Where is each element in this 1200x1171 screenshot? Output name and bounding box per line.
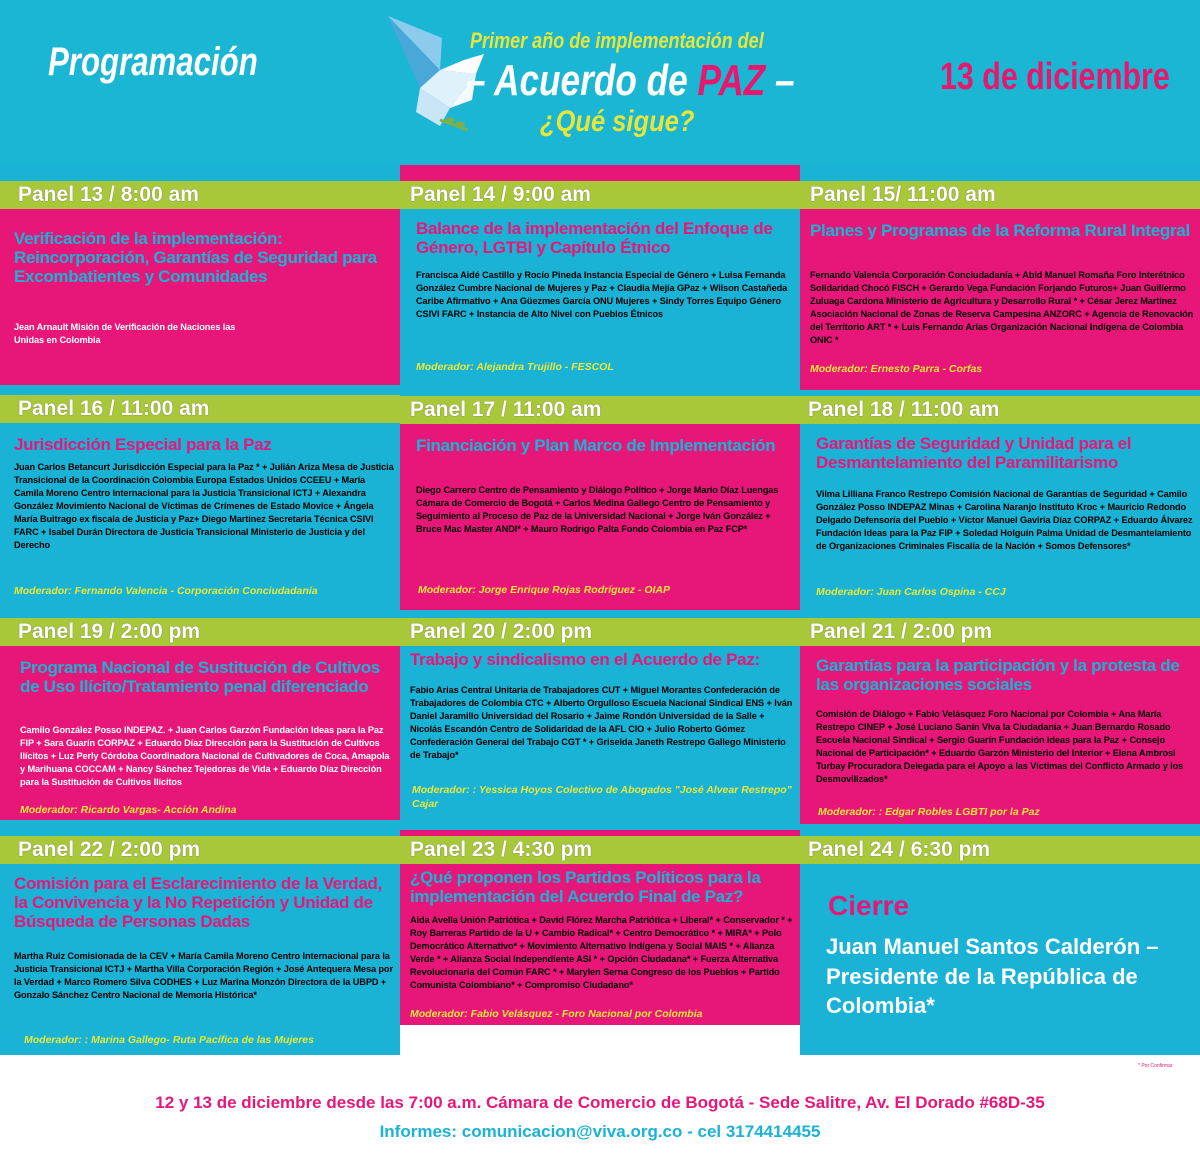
panel-label: Panel 24 / 6:30 pm (808, 838, 991, 861)
panel-moderator: Moderador: Ricardo Vargas- Acción Andina (20, 804, 237, 816)
panel-speakers: Jean Arnault Misión de Verificación de Naciones las Unidas en Colombia (14, 322, 236, 346)
program-title: Programación (48, 40, 258, 84)
panel-moderator: Moderador: Juan Carlos Ospina - CCJ (816, 586, 1006, 598)
panel-body (0, 864, 400, 1055)
column-3 (800, 165, 1200, 1055)
panel-21 (800, 610, 1200, 830)
panel-20 (400, 610, 800, 830)
panel-15 (800, 165, 1200, 390)
panel-22 (0, 830, 400, 1055)
panel-header-bar (0, 836, 400, 864)
panel-title: Planes y Programas de la Reforma Rural Integral (810, 221, 1190, 240)
panel-header-bar (400, 836, 800, 864)
event-date: 13 de diciembre (940, 56, 1170, 98)
panel-title: Financiación y Plan Marco de Implementación (416, 436, 776, 455)
panel-label: Panel 13 / 8:00 am (18, 183, 199, 206)
panel-speakers: Juan Carlos Betancurt Jurisdicción Especial para la Paz * + Julián Ariza Mesa de Justicia Transicional de la Coordinación Colombia Europa Estados Unidos CCEEU + María Camila Moreno Centro Internacional para la Justicia Transicional ICTJ + Alexandra González Movimiento Nacional de Víctimas de Crímenes de Estado Movice + Ángela María Buitrago ex fiscala de Justicia y Paz+ Diego Martínez Secretaria Técnica CSIVI FARC + Isabel Durán Directora de Justicia Transicional Ministerio de Justicia y del Derecho (14, 462, 394, 551)
panel-header-bar (400, 181, 800, 209)
panel-title: Garantías de Seguridad y Unidad para el Desmantelamiento del Paramilitarismo (816, 434, 1132, 473)
panel-title: Cierre (828, 890, 909, 921)
panel-label: Panel 21 / 2:00 pm (810, 620, 993, 643)
panel-speakers: Aida Avella Unión Patriótica + David Flórez Marcha Patriótica + Liberal* + Conservador * + Roy Barreras Partido de la U + Cambio Radical* + Centro Democrático * + MIRA* + Polo Democrático Alternativo* + Movimiento Alternativo Indígena y Social MAIS * + Alianza Verde * + Alianza Social Independiente ASI * + Opción Ciudadana* + Fuerza Alternativa Revolucionaria del Común FARC * + Marylen Serna Congreso de los Pueblos + Partido Comunista Colombiano* + Compromiso Ciudadano* (410, 915, 793, 991)
panel-header-bar (0, 618, 400, 646)
panel-body (400, 424, 800, 610)
panel-label: Panel 14 / 9:00 am (410, 183, 591, 206)
column-1 (0, 165, 400, 1055)
event-title-paz: PAZ (697, 56, 766, 105)
panel-moderator: Moderador: : Yessica Hoyos Colectivo de Abogados "José Alvear Restrepo" Cajar (412, 784, 792, 810)
panel-body (800, 646, 1200, 824)
panel-moderator: Moderador: : Edgar Robles LGBTI por la Paz (818, 806, 1040, 818)
panel-header-bar (800, 618, 1200, 646)
panel-13 (0, 165, 400, 385)
panel-header-bar (800, 836, 1200, 864)
panel-header-bar (0, 181, 400, 209)
panel-speakers: Juan Manuel Santos Calderón – Presidente de la República de Colombia* (826, 934, 1159, 1019)
panel-title: Programa Nacional de Sustitución de Cultivos de Uso Ilícito/Tratamiento penal diferenciado (20, 658, 380, 697)
panel-title: Balance de la implementación del Enfoque de Género, LGTBI y Capítulo Étnico (416, 219, 773, 258)
panels-grid (0, 165, 1200, 1055)
panel-17 (400, 390, 800, 610)
panel-speakers: Francisca Aidé Castillo y Rocío Pineda Instancia Especial de Género + Luisa Fernanda González Cumbre Nacional de Mujeres y Paz + Claudia Mejía GPaz + Wilson Castañeda Caribe Afirmativo + Ana Güezmes García ONU Mujeres + Sindy Torres Equipo Género CSIVI FARC + Instancia de Alto Nivel con Pueblos Étnicos (416, 270, 788, 320)
panel-24 (800, 830, 1200, 1055)
panel-body (400, 864, 800, 1025)
panel-19 (0, 610, 400, 830)
panel-speakers: Diego Carrero Centro de Pensamiento y Diálogo Político + Jorge Mario Díaz Luengas Cámara de Comercio de Bogotá + Carlos Medina Gallego Centro de Pensamiento y Seguimiento al Proceso de Paz de la Universidad Nacional + Jorge Iván González + Bruce Mac Master ANDI* + Mauro Rodrigo Palta Fondo Colombia en Paz FCP* (416, 485, 779, 535)
panel-header-bar (400, 396, 800, 424)
panel-label: Panel 23 / 4:30 pm (410, 838, 593, 861)
panel-18 (800, 390, 1200, 610)
panel-moderator: Moderador: Jorge Enrique Rojas Rodríguez - OIAP (418, 584, 671, 596)
panel-16 (0, 385, 400, 610)
panel-speakers: Martha Ruiz Comisionada de la CEV + María Camila Moreno Centro Internacional para la Justicia Transicional ICTJ + Martha Villa Corporación Región + José Antequera Mesa por la Verdad + Marco Romero Silva CODHES + Luz Marina Monzón Directora de la UBPD + Gonzalo Sánchez Centro Nacional de Memoria Histórica* (14, 951, 393, 1001)
panel-title: Jurisdicción Especial para la Paz (14, 435, 272, 454)
event-title (466, 56, 795, 106)
panel-label: Panel 19 / 2:00 pm (18, 620, 201, 643)
panel-label: Panel 16 / 11:00 am (18, 397, 210, 420)
panel-23 (400, 830, 800, 1025)
panel-speakers: Fernando Valencia Corporación Conciudadanía + Abid Manuel Romaña Foro Interétnico Solidaridad Chocó FISCH + Gerardo Vega Fundación Forjando Futuros+ Juan Guillermo Zuluaga Cardona Ministerio de Agricultura y Desarrollo Rural * + César Jerez Martínez Asociación Nacional de Zonas de Reserva Campesina ANZORC + Agencia de Renovación del Territorio ART * + Luis Fernando Arias Organización Nacional Indígena de Colombia ONIC * (810, 270, 1194, 346)
panel-label: Panel 17 / 11:00 am (410, 398, 602, 421)
panel-body (400, 209, 800, 390)
panel-body (0, 423, 400, 610)
header-banner (0, 0, 1200, 165)
panel-label: Panel 20 / 2:00 pm (410, 620, 593, 643)
event-title-main: – Acuerdo de (466, 56, 698, 105)
panel-moderator: Moderador: : Marina Gallego- Ruta Pacífica de las Mujeres (24, 1034, 314, 1046)
panel-speakers: Fabio Arias Central Unitaria de Trabajadores CUT + Miguel Morantes Confederación de Trabajadores de Colombia CTC + Alberto Orgulloso Escuela Nacional Sindical ENS + Iván Daniel Jaramillo Universidad del Rosario + Jaime Rondón Universidad de la Salle + Nicolás Escandón Centro de Solidaridad de la AFL CIO + Julio Roberto Gómez Confederación General del Trabajo CGT * + Griselda Janeth Restrepo Gallego Ministerio de Trabajo* (410, 685, 793, 761)
panel-title: Trabajo y sindicalismo en el Acuerdo de Paz: (410, 650, 760, 669)
panel-title: Comisión para el Esclarecimiento de la Verdad, la Convivencia y la No Repetición y Unidad de Búsqueda de Personas Dadas (14, 874, 382, 932)
panel-title: ¿Qué proponen los Partidos Políticos para la implementación del Acuerdo Final de Paz? (410, 868, 761, 907)
event-subtitle: Primer año de implementación del (470, 28, 764, 53)
panel-body (400, 646, 800, 830)
panel-header-bar (400, 618, 800, 646)
panel-speakers: Vilma Lilliana Franco Restrepo Comisión Nacional de Garantías de Seguridad + Camilo González Posso INDEPAZ Minas + Carolina Naranjo Instituto Kroc + Mauricio Redondo Delgado Defensoría del Pueblo + Víctor Manuel Gaviria Díaz CORPAZ + Eduardo Álvarez Fundación Ideas para la Paz FIP + Soledad Holguín Palma Unidad de Desmantelamiento de Organizaciones Criminales Fiscalía de la Nación + Somos Defensores* (816, 489, 1193, 552)
panel-title: Verificación de la implementación: Reincorporación, Garantías de Seguridad para Excombatientes y Comunidades (14, 229, 377, 287)
footnote: * Por Confirmar (1138, 1063, 1173, 1069)
panel-moderator: Moderador: Fernando Valencia - Corporación Conciudadanía (14, 585, 318, 597)
panel-header-bar (0, 395, 400, 423)
footer-contact: Informes: comunicacion@viva.org.co - cel 3174414455 (379, 1122, 821, 1141)
panel-label: Panel 15/ 11:00 am (810, 183, 996, 206)
panel-header-bar (800, 181, 1200, 209)
panel-title: Garantías para la participación y la protesta de las organizaciones sociales (816, 656, 1180, 695)
column-2 (400, 165, 800, 1055)
panel-header-bar (800, 396, 1200, 424)
event-question: ¿Qué sigue? (540, 105, 695, 138)
panel-moderator: Moderador: Fabio Velásquez - Foro Nacional por Colombia (410, 1008, 703, 1020)
event-title-dash: – (765, 56, 795, 105)
panel-14 (400, 165, 800, 390)
panel-moderator: Moderador: Alejandra Trujillo - FESCOL (416, 361, 614, 373)
footer-venue: 12 y 13 de diciembre desde las 7:00 a.m. Cámara de Comercio de Bogotá - Sede Salitre, Av. El Dorado #68D-35 (155, 1093, 1045, 1112)
panel-moderator: Moderador: Ernesto Parra - Corfas (810, 363, 983, 375)
panel-label: Panel 22 / 2:00 pm (18, 838, 201, 861)
panel-body (0, 209, 400, 385)
panel-body (800, 209, 1200, 390)
panel-speakers: Comisión de Diálogo + Fabio Velásquez Foro Nacional por Colombia + Ana María Restrepo CINEP + José Luciano Sanín Viva la Ciudadanía + Juan Bernardo Rosado Escuela Nacional Sindical + Sergio Guarín Fundación Ideas para la Paz + Consejo Nacional de Participación* + Eduardo Garzón Ministerio del Interior + Elena Ambrosi Turbay Procuradora Delegada para el Apoyo a las Víctimas del Conflicto Armado y los Desmovilizados* (816, 709, 1184, 785)
panel-body (800, 424, 1200, 610)
panel-label: Panel 18 / 11:00 am (808, 398, 1000, 421)
panel-body (0, 646, 400, 820)
panel-speakers: Camilo González Posso INDEPAZ. + Juan Carlos Garzón Fundación Ideas para la Paz FIP + Sara Guarín CORPAZ + Eduardo Díaz Dirección para la Sustitución de Cultivos Ilícitos + Luz Perly Córdoba Coordinadora Nacional de Cultivadores de Coca, Amapola y Marihuana COCCAM + Nancy Sánchez Tejedoras de Vida + Eduardo Díaz Dirección para la Sustitución de Cultivos Ilícitos (20, 725, 390, 788)
